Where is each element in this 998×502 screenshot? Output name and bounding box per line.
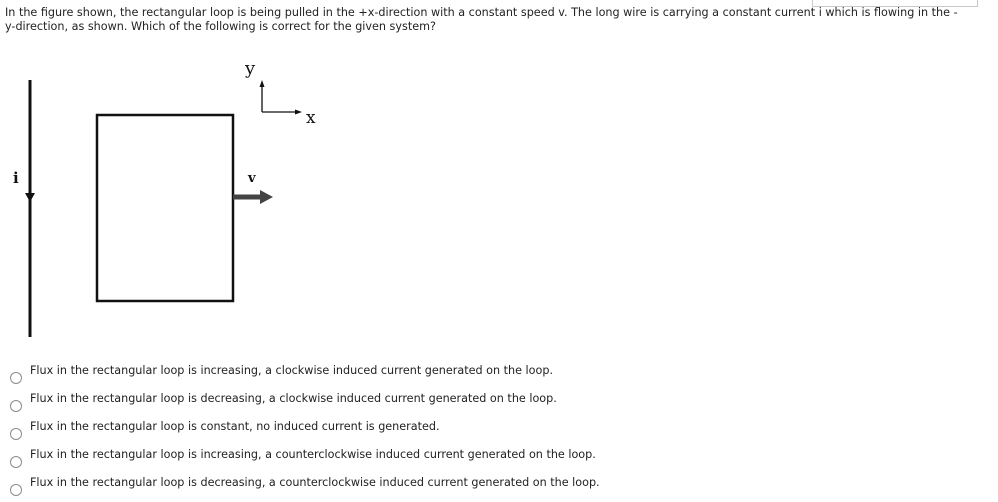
option-3-text[interactable]: Flux in the rectangular loop is constant, no induced current is generated. bbox=[30, 420, 440, 433]
option-1-text[interactable]: Flux in the rectangular loop is increasing, a clockwise induced current generated on the loop. bbox=[30, 364, 554, 377]
y-axis-label: y bbox=[245, 58, 256, 79]
option-4-radio[interactable] bbox=[10, 456, 22, 468]
question-text: In the figure shown, the rectangular loop is being pulled in the +x-direction with a constant speed v. The long wire is carrying a constant current i which is flowing in the -y-direction, as shown. Which of the following is correct for the given system? bbox=[5, 6, 958, 33]
option-3-radio[interactable] bbox=[10, 428, 22, 440]
velocity-label: v bbox=[248, 171, 256, 186]
option-4-text[interactable]: Flux in the rectangular loop is increasing, a counterclockwise induced current generated on the loop. bbox=[30, 448, 596, 461]
rectangular-loop bbox=[97, 115, 233, 301]
current-label: i bbox=[13, 169, 19, 187]
current-arrow-icon bbox=[25, 193, 35, 202]
y-axis-arrow-icon bbox=[260, 80, 265, 87]
option-2-text[interactable]: Flux in the rectangular loop is decreasing, a clockwise induced current generated on the loop. bbox=[30, 392, 557, 405]
x-axis-label: x bbox=[306, 108, 316, 128]
option-2-radio[interactable] bbox=[10, 400, 22, 412]
velocity-arrow-icon bbox=[260, 190, 273, 204]
option-5-text[interactable]: Flux in the rectangular loop is decreasing, a counterclockwise induced current generated on the loop. bbox=[30, 476, 600, 489]
x-axis-arrow-icon bbox=[295, 110, 302, 115]
option-1-radio[interactable] bbox=[10, 372, 22, 384]
option-5-radio[interactable] bbox=[10, 484, 22, 496]
